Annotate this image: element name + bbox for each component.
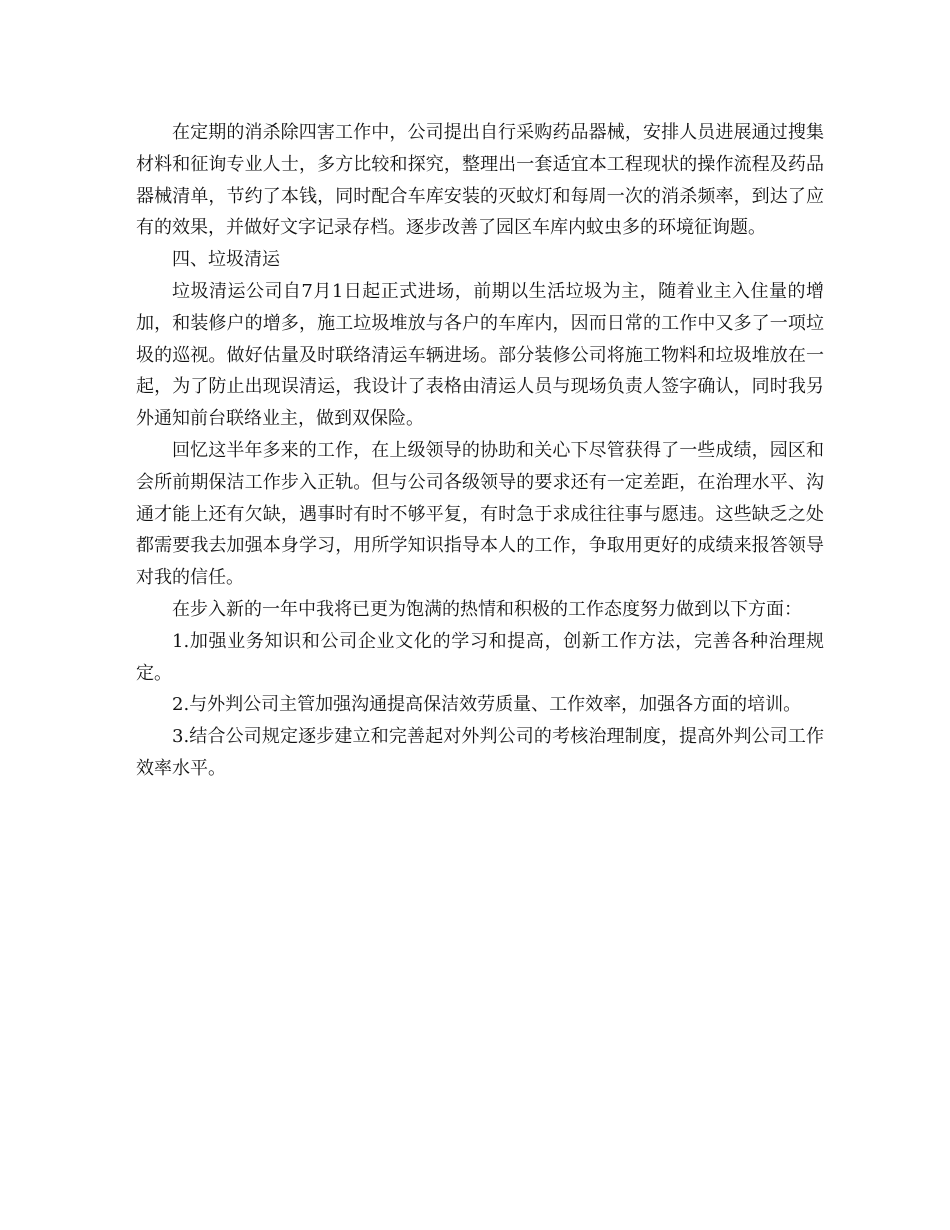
list-item-1: 1.加强业务知识和公司企业文化的学习和提高，创新工作方法，完善各种治理规定。 — [136, 630, 824, 684]
paragraph-new-year-intro: 在步入新的一年中我将已更为饱满的热情和积极的工作态度努力做到以下方面： — [172, 598, 802, 620]
document-page — [136, 117, 824, 785]
paragraph-pest-control: 在定期的消杀除四害工作中，公司提出自行采购药品器械，安排人员进展通过搜集材料和征询专业人士，多方比较和探究，整理出一套适宜本工程现状的操作流程及药品器械清单，节约了本钱，同时配合车库安装的灭蚊灯和每周一次的消杀频率，到达了应有的效果，并做好文字记录存档。逐步改善了园区车库内蚊虫多的环境征询题。 — [136, 122, 824, 239]
section-heading-garbage-removal: 四、垃圾清运 — [172, 249, 280, 271]
paragraph-garbage-removal: 垃圾清运公司自7月1日起正式进场，前期以生活垃圾为主，随着业主入住量的增加，和装修户的增多，施工垃圾堆放与各户的车库内，因而日常的工作中又多了一项垃圾的巡视。做好估量及时联络清运车辆进场。部分装修公司将施工物料和垃圾堆放在一起，为了防止出现误清运，我设计了表格由清运人员与现场负责人签字确认，同时我另外通知前台联络业主，做到双保险。 — [136, 280, 824, 430]
list-item-3: 3.结合公司规定逐步建立和完善起对外判公司的考核治理制度，提高外判公司工作效率水平。 — [136, 726, 824, 779]
paragraph-review: 回忆这半年多来的工作，在上级领导的协助和关心下尽管获得了一些成绩，园区和会所前期保洁工作步入正轨。但与公司各级领导的要求还有一定差距，在治理水平、沟通才能上还有欠缺，遇事时有时不够平复，有时急于求成往往事与愿违。这些缺乏之处都需要我去加强本身学习，用所学知识指导本人的工作，争取用更好的成绩来报答领导对我的信任。 — [136, 439, 824, 589]
list-item-2: 2.与外判公司主管加强沟通提高保洁效劳质量、工作效率，加强各方面的培训。 — [172, 694, 802, 716]
